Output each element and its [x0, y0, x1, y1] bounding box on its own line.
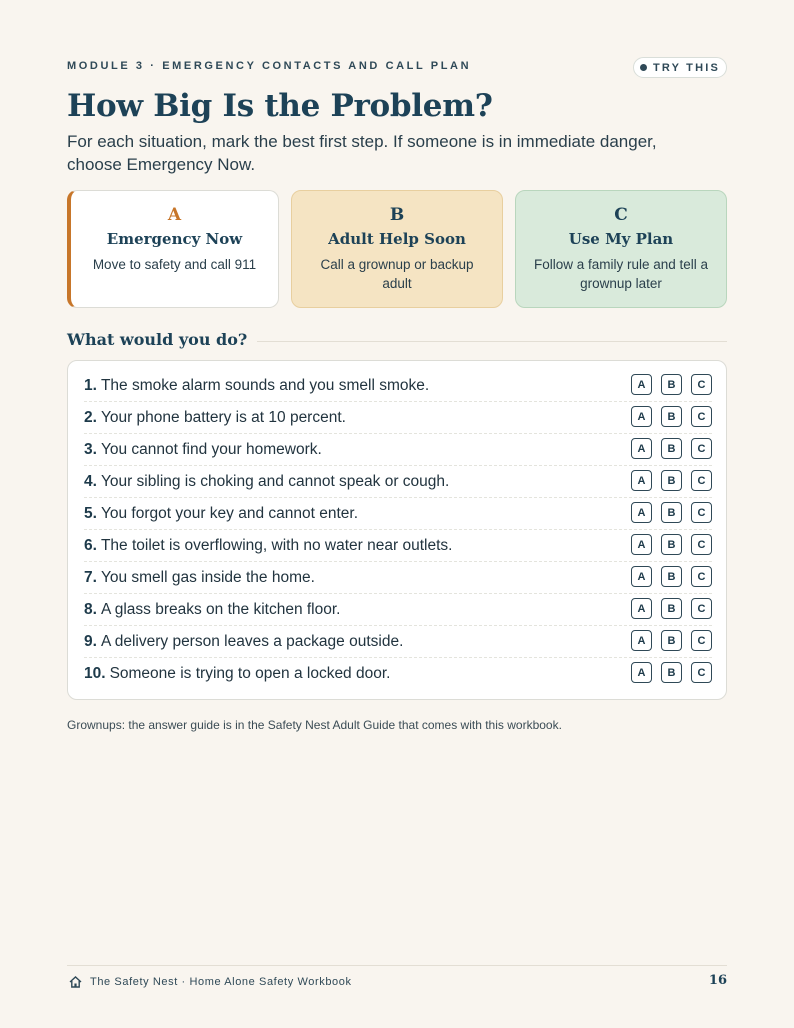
question-number: 2. — [84, 409, 97, 426]
answer-options — [631, 662, 712, 683]
question-body: Someone is trying to open a locked door. — [109, 665, 391, 682]
workbook-page — [67, 0, 727, 1028]
question-row — [84, 626, 712, 658]
questions-heading: What would you do? — [67, 330, 257, 349]
question-row — [84, 498, 712, 530]
card-letter: B — [389, 205, 405, 225]
question-row — [84, 658, 712, 690]
question-text — [84, 633, 403, 651]
answer-option-c[interactable]: C — [691, 406, 712, 427]
answer-option-c[interactable]: C — [691, 438, 712, 459]
question-row — [84, 466, 712, 498]
answer-option-a[interactable]: A — [631, 566, 652, 587]
question-body: You forgot your key and cannot enter. — [100, 505, 359, 522]
try-this-badge — [633, 57, 727, 78]
answer-option-a[interactable]: A — [631, 534, 652, 555]
answer-options — [631, 534, 712, 555]
answer-option-a[interactable]: A — [631, 438, 652, 459]
answer-options — [631, 566, 712, 587]
question-row — [84, 402, 712, 434]
question-text — [84, 569, 315, 587]
footer-text: The Safety Nest · Home Alone Safety Workbook — [90, 976, 352, 988]
question-body: Your sibling is choking and cannot speak or cough. — [100, 473, 450, 490]
question-number: 9. — [84, 633, 97, 650]
answer-option-b[interactable]: B — [661, 374, 682, 395]
answer-option-b[interactable]: B — [661, 630, 682, 651]
answer-option-c[interactable]: C — [691, 470, 712, 491]
question-row — [84, 562, 712, 594]
answer-options — [631, 470, 712, 491]
answer-option-b[interactable]: B — [661, 470, 682, 491]
question-body: Your phone battery is at 10 percent. — [100, 409, 346, 426]
questions-list — [67, 360, 727, 700]
bullet-dot-icon — [640, 64, 647, 71]
answer-option-b[interactable]: B — [661, 598, 682, 619]
card-emergency-now — [67, 190, 279, 308]
question-number: 7. — [84, 569, 97, 586]
home-icon — [69, 976, 82, 988]
card-letter: C — [614, 205, 628, 225]
question-text — [84, 473, 449, 491]
answer-options — [631, 406, 712, 427]
card-use-my-plan — [515, 190, 727, 308]
page-number: 16 — [708, 973, 727, 988]
answer-option-a[interactable]: A — [631, 406, 652, 427]
card-title: Use My Plan — [568, 230, 674, 248]
question-number: 6. — [84, 537, 97, 554]
option-cards — [67, 190, 727, 308]
answer-options — [631, 630, 712, 651]
question-number: 1. — [84, 377, 97, 394]
question-number: 5. — [84, 505, 97, 522]
answer-option-a[interactable]: A — [631, 662, 652, 683]
answer-option-c[interactable]: C — [691, 630, 712, 651]
card-description: Call a grownup or backup adult — [320, 257, 474, 291]
question-row — [84, 530, 712, 562]
answer-option-b[interactable]: B — [661, 502, 682, 523]
answer-options — [631, 598, 712, 619]
page-header — [67, 57, 727, 79]
question-text — [84, 505, 358, 523]
question-number: 8. — [84, 601, 97, 618]
card-description: Move to safety and call 911 — [92, 257, 257, 272]
question-body: You smell gas inside the home. — [100, 569, 315, 586]
answer-option-c[interactable]: C — [691, 662, 712, 683]
question-body: A glass breaks on the kitchen floor. — [100, 601, 341, 618]
page-footer — [67, 965, 727, 995]
question-number: 4. — [84, 473, 97, 490]
card-title: Adult Help Soon — [328, 230, 466, 248]
question-row — [84, 434, 712, 466]
question-number: 10. — [84, 665, 106, 682]
card-description: Follow a family rule and tell a grownup later — [533, 257, 709, 291]
answer-option-c[interactable]: C — [691, 566, 712, 587]
question-body: A delivery person leaves a package outside. — [100, 633, 404, 650]
answer-option-b[interactable]: B — [661, 406, 682, 427]
answer-option-c[interactable]: C — [691, 374, 712, 395]
answer-option-c[interactable]: C — [691, 502, 712, 523]
card-adult-help-soon — [291, 190, 503, 308]
question-text — [84, 441, 322, 459]
page-title: How Big Is the Problem? — [67, 88, 493, 124]
answer-option-a[interactable]: A — [631, 502, 652, 523]
question-body: The smoke alarm sounds and you smell smoke. — [100, 377, 430, 394]
questions-heading-row — [67, 330, 727, 352]
try-this-label: TRY THIS — [652, 61, 721, 74]
answer-option-c[interactable]: C — [691, 598, 712, 619]
answer-option-a[interactable]: A — [631, 374, 652, 395]
answer-option-a[interactable]: A — [631, 630, 652, 651]
question-row — [84, 370, 712, 402]
answer-option-b[interactable]: B — [661, 534, 682, 555]
answer-option-b[interactable]: B — [661, 438, 682, 459]
answer-options — [631, 374, 712, 395]
answer-option-b[interactable]: B — [661, 662, 682, 683]
question-number: 3. — [84, 441, 97, 458]
answer-option-c[interactable]: C — [691, 534, 712, 555]
question-text — [84, 377, 429, 395]
question-text — [84, 409, 346, 427]
question-body: You cannot find your homework. — [100, 441, 322, 458]
answer-option-b[interactable]: B — [661, 566, 682, 587]
grownup-note: Grownups: the answer guide is in the Safety Nest Adult Guide that comes with this workbook. — [67, 718, 562, 732]
question-body: The toilet is overflowing, with no water near outlets. — [100, 537, 453, 554]
question-text — [84, 601, 340, 619]
question-text — [84, 537, 452, 555]
intro-text: For each situation, mark the best first step. If someone is in immediate danger, choose Emergency Now. — [67, 132, 657, 174]
module-label: MODULE 3 · EMERGENCY CONTACTS AND CALL PLAN — [67, 60, 472, 72]
question-text — [84, 665, 390, 683]
answer-option-a[interactable]: A — [631, 470, 652, 491]
question-row — [84, 594, 712, 626]
card-title: Emergency Now — [106, 230, 243, 248]
answer-option-a[interactable]: A — [631, 598, 652, 619]
answer-options — [631, 502, 712, 523]
answer-options — [631, 438, 712, 459]
card-letter: A — [167, 205, 182, 225]
